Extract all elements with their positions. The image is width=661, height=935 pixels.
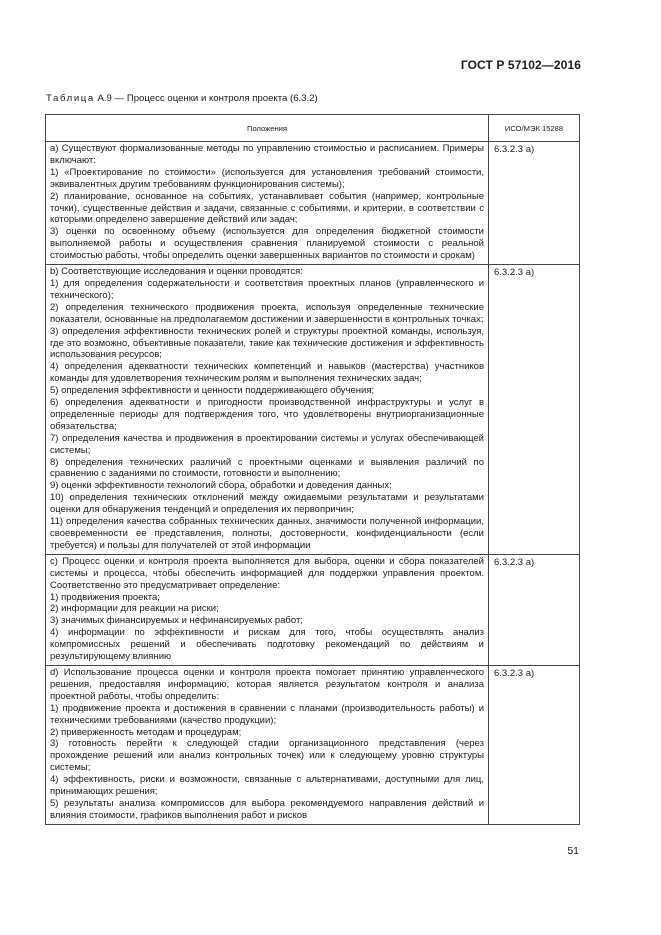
- provision-line: 10) определения технических отклонений между ожидаемыми результатами и результатами оценки для обнаружения тенденций и определения их первопричин;: [50, 492, 484, 516]
- provision-line: 1) «Проектирование по стоимости» (используется для установления требований стоимости, эквивалентных другим требованиям функционирования системы);: [50, 166, 484, 190]
- document-code: ГОСТ Р 57102—2016: [460, 58, 581, 72]
- provision-line: 2) определения технического продвижения проекта, используя определенные технические показатели, основанные на предполагаемом достижении и завершенности в контрольных точках;: [50, 301, 484, 325]
- standard-reference-cell: 6.3.2.3 а): [489, 142, 580, 265]
- provision-line: 3) оценки по освоенному объему (используется для определения бюджетной стоимости выполняемой работы и осуществления сравнения планируемой стоимости с реальной стоимостью работы, чтобы определить оценки завершенных вариантов по стоимости и срокам): [50, 226, 484, 262]
- table-row: [46, 665, 580, 824]
- provision-line: 8) определения технических различий с проектными оценками и выявления различий по сравнению с заданиями по стоимости, готовности и выполнению;: [50, 456, 484, 480]
- standard-reference-cell: 6.3.2.3 а): [489, 554, 580, 665]
- provision-line: 7) определения качества и продвижения в проектировании системы и услугах обеспечивающей системы;: [50, 432, 484, 456]
- provision-cell: [46, 265, 489, 555]
- standard-reference-cell: 6.3.2.3 а): [489, 265, 580, 555]
- provision-line: d) Использование процесса оценки и контроля проекта помогает принятию управленческого решения, предоставляя информацию, которая является результатом контроля и анализа проектной работы, чтобы определить:: [50, 666, 484, 702]
- standard-reference-cell: 6.3.2.3 а): [489, 665, 580, 824]
- provision-line: 4) информации по эффективности и рискам для того, чтобы осуществлять анализ компромиссных решений и обеспечивать подготовку рекомендаций по действиям и результирующему влиянию: [50, 627, 484, 663]
- provision-line: 9) оценки эффективности технологий сбора, обработки и доведения данных;: [50, 480, 392, 492]
- provision-line: 3) определения эффективности технических ролей и структуры проектной команды, используя, где это возможно, объективные показатели, такие как технические достижения и эффективность использования ресурсов;: [50, 325, 484, 361]
- provision-line: 4) определения адекватности технических компетенций и навыков (мастерства) участников команды для удовлетворения техническим ролям и выполнения технических задач;: [50, 361, 484, 385]
- provision-line: 1) продвижение проекта и достижения в сравнении с планами (производительность работы) и техническими требованиями (качество продукции);: [50, 702, 484, 726]
- provision-line: 6) определения адекватности и пригодности производственной инфраструктуры и услуг в определенные периоды для подтверждения того, что удовлетворены внутриорганизационные обязательства;: [50, 397, 484, 432]
- provision-cell: [46, 554, 489, 665]
- provision-line: 1) продвижения проекта;: [50, 591, 160, 603]
- provision-line: 2) планирование, основанное на событиях, устанавливает события (например, контрольные точки), существенные действия и задачи, связанные с событиями, и критерии, в соответствии с которыми определено завершение действий или задач;: [50, 190, 484, 226]
- provision-line: c) Процесс оценки и контроля проекта выполняется для выбора, оценки и сбора показателей системы и процесса, чтобы обеспечить информацией для поддержки управления проектом. Соответственно это предусматривает определение:: [50, 555, 484, 591]
- provision-cell: [46, 665, 489, 824]
- provision-line: а) Существуют формализованные методы по управлению стоимостью и расписанием. Примеры включают:: [50, 143, 484, 166]
- provision-line: 5) определения эффективности и ценности поддерживающего обучения;: [50, 385, 375, 397]
- table-row: [46, 265, 580, 555]
- provision-line: 5) результаты анализа компромиссов для выбора рекомендуемого направления действий и влияния стоимости, графиков выполнения работ и рисков: [50, 797, 484, 821]
- table-row: [46, 554, 580, 665]
- provision-line: b) Соответствующие исследования и оценки проводятся:: [50, 266, 303, 278]
- provision-line: 3) готовность перейти к следующей стадии организационного представления (через прохождение решений или анализ контрольных точек) или к следующему уровню структуры системы;: [50, 738, 484, 774]
- process-table: [45, 114, 580, 825]
- provision-line: 1) для определения содержательности и соответствия проектных планов (управленческого и технического);: [50, 277, 484, 301]
- table-caption-label: Таблица: [46, 93, 95, 104]
- column-header-provisions: Положения: [46, 115, 489, 142]
- provision-line: 3) значимых финансируемых и нефинансируемых работ;: [50, 615, 303, 627]
- column-header-standard: ИСО/МЭК 15288: [489, 115, 580, 142]
- provision-line: 2) информации для реакции на риски;: [50, 603, 219, 615]
- table-caption-title: А.9 — Процесс оценки и контроля проекта (6.3.2): [94, 93, 318, 104]
- table-header-row: [46, 115, 580, 142]
- table-caption: [46, 93, 318, 104]
- provision-cell: [46, 142, 489, 265]
- provision-line: 11) определения качества собранных технических данных, значимости полученной информации, своевременности ее представления, полноты, достоверности, конфиденциальности (если требуется) и пользы для получателей от этой информации: [50, 516, 484, 551]
- page-number: 51: [567, 845, 579, 857]
- provision-line: 2) приверженность методам и процедурам;: [50, 726, 242, 738]
- provision-line: 4) эффективность, риски и возможности, связанные с альтернативами, доступными для лиц, принимающих решения;: [50, 774, 484, 798]
- table-row: [46, 142, 580, 265]
